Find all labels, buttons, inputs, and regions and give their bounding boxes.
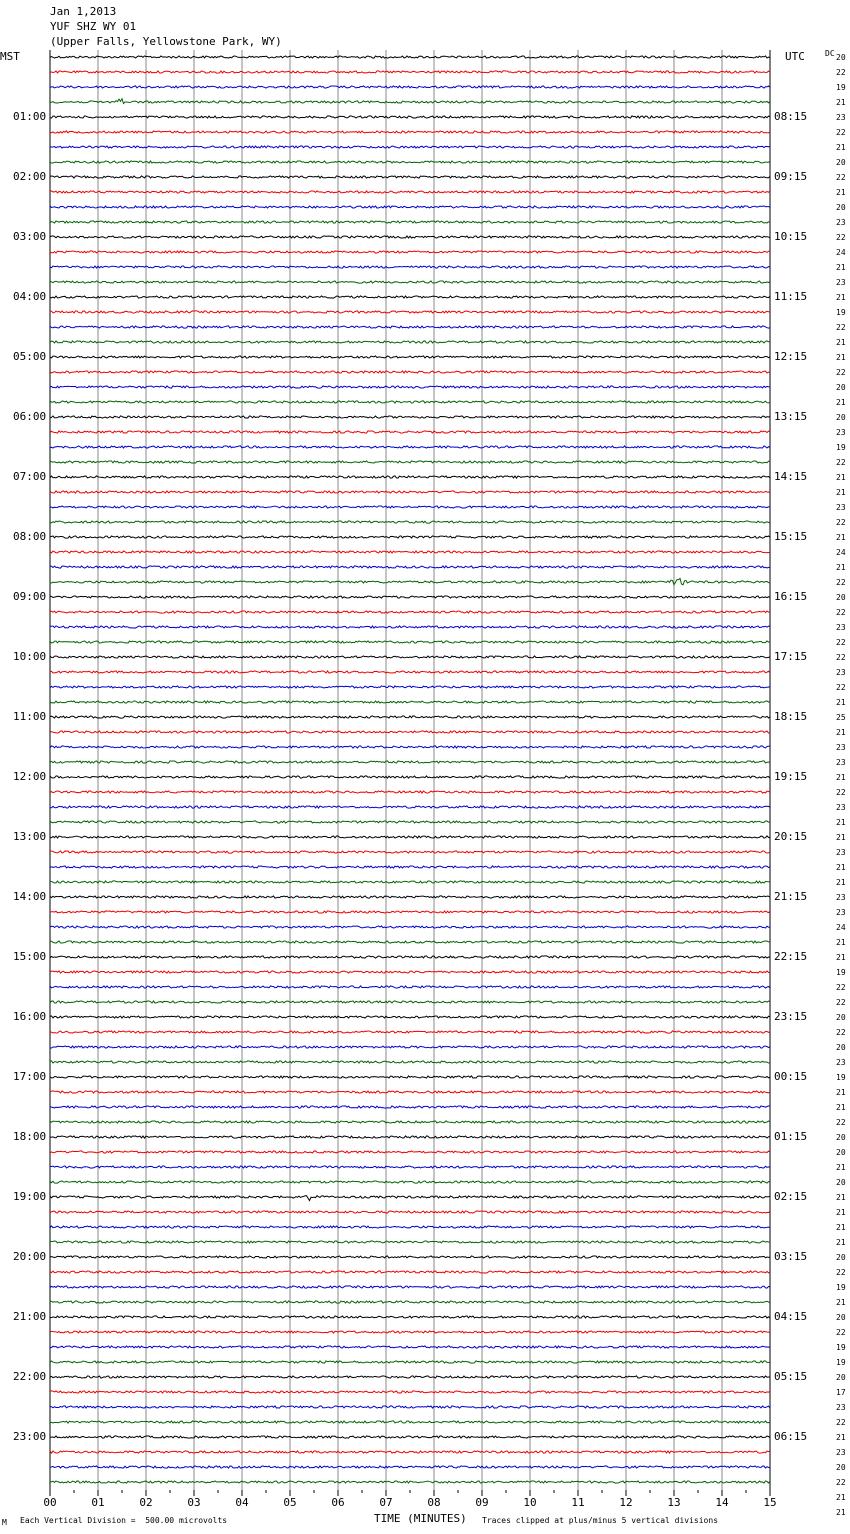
dc-offset-value: 22 (836, 458, 846, 467)
dc-offset-value: 22 (836, 233, 846, 242)
dc-offset-value: 23 (836, 848, 846, 857)
trace-row-37 (50, 611, 770, 613)
header-date: Jan 1,2013 (50, 5, 117, 18)
trace-row-82 (50, 1286, 770, 1288)
utc-hour-label: 15:15 (774, 530, 808, 543)
dc-offset-value: 22 (836, 173, 846, 182)
trace-row-24 (50, 416, 770, 418)
trace-row-7 (50, 161, 770, 163)
dc-offset-value: 21 (836, 293, 846, 302)
dc-offset-value: 20 (836, 1253, 846, 1262)
x-tick-label: 02 (139, 1496, 153, 1509)
dc-offset-value: 23 (836, 668, 846, 677)
dc-offset-value: 21 (836, 563, 846, 572)
mst-hour-label: 05:00 (13, 350, 47, 363)
trace-row-34 (50, 566, 770, 568)
x-tick-label: 00 (43, 1496, 57, 1509)
mst-hour-label: 20:00 (13, 1250, 47, 1263)
trace-row-6 (50, 146, 770, 148)
dc-offset-value: 21 (836, 488, 846, 497)
dc-offset-value: 21 (836, 1088, 846, 1097)
dc-offset-value: 21 (836, 143, 846, 152)
x-tick-label: 11 (571, 1496, 585, 1509)
trace-row-35 (50, 578, 770, 584)
trace-row-41 (50, 671, 770, 673)
trace-row-36 (50, 596, 770, 598)
utc-hour-label: 03:15 (774, 1250, 808, 1263)
dc-offset-value: 21 (836, 698, 846, 707)
dc-offset-value: 19 (836, 83, 846, 92)
utc-hour-label: 05:15 (774, 1370, 808, 1383)
dc-offset-value: 25 (836, 713, 846, 722)
x-tick-label: 10 (523, 1496, 537, 1509)
trace-row-62 (50, 986, 770, 988)
x-tick-label: 06 (331, 1496, 345, 1509)
trace-row-70 (50, 1106, 770, 1108)
dc-offset-value: 19 (836, 443, 846, 452)
dc-offset-value: 17 (836, 1388, 846, 1397)
dc-offset-value: 23 (836, 503, 846, 512)
dc-offset-value: 23 (836, 623, 846, 632)
trace-row-76 (50, 1196, 770, 1201)
trace-row-40 (50, 656, 770, 658)
dc-offset-value: 23 (836, 1448, 846, 1457)
trace-row-45 (50, 731, 770, 733)
dc-offset-value: 20 (836, 413, 846, 422)
trace-row-86 (50, 1346, 770, 1348)
mst-hour-label: 16:00 (13, 1010, 47, 1023)
dc-offset-value: 22 (836, 1268, 846, 1277)
x-tick-label: 04 (235, 1496, 249, 1509)
dc-offset-value: 19 (836, 1358, 846, 1367)
dc-offset-value: 20 (836, 53, 846, 62)
dc-offset-value: 24 (836, 548, 846, 557)
dc-offset-value: 23 (836, 1058, 846, 1067)
mst-hour-label: 18:00 (13, 1130, 47, 1143)
dc-offset-value: 21 (836, 263, 846, 272)
utc-hour-label: 02:15 (774, 1190, 808, 1203)
dc-offset-value: 22 (836, 683, 846, 692)
dc-offset-value: 23 (836, 743, 846, 752)
trace-row-57 (50, 911, 770, 913)
dc-offset-value: 22 (836, 1118, 846, 1127)
left-zone-label: MST (0, 50, 20, 63)
trace-row-18 (50, 326, 770, 328)
utc-hour-label: 14:15 (774, 470, 808, 483)
corner-mark: M (2, 1518, 7, 1527)
trace-row-30 (50, 506, 770, 508)
trace-row-65 (50, 1031, 770, 1033)
dc-offset-value: 20 (836, 383, 846, 392)
trace-row-92 (50, 1436, 770, 1438)
mst-hour-label: 12:00 (13, 770, 47, 783)
trace-row-31 (50, 521, 770, 523)
x-tick-label: 05 (283, 1496, 297, 1509)
dc-offset-value: 23 (836, 1403, 846, 1412)
trace-row-16 (50, 296, 770, 298)
trace-row-10 (50, 206, 770, 208)
dc-offset-value: 22 (836, 608, 846, 617)
mst-hour-label: 04:00 (13, 290, 47, 303)
dc-offset-value: 19 (836, 968, 846, 977)
dc-offset-value: 22 (836, 1478, 846, 1487)
dc-offset-value: 21 (836, 1223, 846, 1232)
trace-row-11 (50, 221, 770, 223)
dc-offset-value: 21 (836, 1208, 846, 1217)
dc-offset-value: 23 (836, 428, 846, 437)
x-tick-label: 12 (619, 1496, 633, 1509)
trace-row-1 (50, 71, 770, 73)
mst-hour-label: 22:00 (13, 1370, 47, 1383)
dc-offset-value: 20 (836, 203, 846, 212)
clip-note: Traces clipped at plus/minus 5 vertical divisions (482, 1516, 719, 1525)
trace-row-78 (50, 1226, 770, 1228)
mst-hour-label: 06:00 (13, 410, 47, 423)
trace-row-26 (50, 446, 770, 448)
trace-row-46 (50, 746, 770, 748)
mst-hour-label: 17:00 (13, 1070, 47, 1083)
x-tick-label: 08 (427, 1496, 441, 1509)
trace-row-68 (50, 1076, 770, 1078)
dc-offset-value: 21 (836, 1493, 846, 1502)
x-tick-label: 09 (475, 1496, 489, 1509)
mst-hour-label: 07:00 (13, 470, 47, 483)
dc-offset-value: 21 (836, 398, 846, 407)
trace-row-72 (50, 1136, 770, 1138)
dc-offset-value: 22 (836, 578, 846, 587)
trace-row-91 (50, 1421, 770, 1423)
dc-offset-value: 20 (836, 1313, 846, 1322)
trace-row-27 (50, 461, 770, 463)
dc-offset-value: 21 (836, 1433, 846, 1442)
trace-row-93 (50, 1451, 770, 1453)
trace-row-79 (50, 1241, 770, 1243)
dc-label: DC (825, 49, 835, 58)
dc-offset-value: 21 (836, 188, 846, 197)
mst-hour-label: 08:00 (13, 530, 47, 543)
x-tick-label: 07 (379, 1496, 393, 1509)
trace-row-59 (50, 941, 770, 943)
header-location: (Upper Falls, Yellowstone Park, WY) (50, 35, 282, 48)
trace-row-80 (50, 1256, 770, 1258)
trace-row-48 (50, 776, 770, 778)
trace-row-89 (50, 1391, 770, 1393)
dc-offset-value: 22 (836, 128, 846, 137)
header-station: YUF SHZ WY 01 (50, 20, 137, 33)
utc-hour-label: 12:15 (774, 350, 808, 363)
trace-row-44 (50, 716, 770, 718)
trace-row-83 (50, 1301, 770, 1303)
dc-offset-value: 19 (836, 1283, 846, 1292)
dc-offset-value: 24 (836, 923, 846, 932)
dc-offset-value: 22 (836, 1418, 846, 1427)
dc-offset-value: 22 (836, 998, 846, 1007)
mst-hour-label: 14:00 (13, 890, 47, 903)
dc-offset-value: 23 (836, 908, 846, 917)
trace-row-14 (50, 266, 770, 268)
utc-hour-label: 09:15 (774, 170, 808, 183)
trace-row-75 (50, 1181, 770, 1183)
utc-hour-label: 18:15 (774, 710, 808, 723)
dc-offset-value: 21 (836, 953, 846, 962)
dc-offset-value: 21 (836, 338, 846, 347)
dc-offset-value: 20 (836, 1133, 846, 1142)
trace-row-19 (50, 341, 770, 343)
trace-row-29 (50, 491, 770, 493)
dc-offset-value: 23 (836, 803, 846, 812)
x-tick-label: 03 (187, 1496, 201, 1509)
trace-row-63 (50, 1001, 770, 1003)
trace-row-56 (50, 896, 770, 898)
trace-layer (50, 56, 770, 1483)
trace-row-47 (50, 761, 770, 763)
mst-hour-label: 13:00 (13, 830, 47, 843)
dc-offset-value: 20 (836, 593, 846, 602)
trace-row-71 (50, 1121, 770, 1123)
trace-row-15 (50, 281, 770, 283)
trace-row-50 (50, 806, 770, 808)
dc-offset-value: 21 (836, 473, 846, 482)
dc-offset-value: 21 (836, 353, 846, 362)
trace-row-74 (50, 1166, 770, 1168)
mst-hour-label: 19:00 (13, 1190, 47, 1203)
dc-offset-value: 21 (836, 1163, 846, 1172)
trace-row-23 (50, 401, 770, 403)
utc-hour-label: 04:15 (774, 1310, 808, 1323)
dc-offset-value: 23 (836, 893, 846, 902)
utc-hour-label: 11:15 (774, 290, 808, 303)
dc-offset-value: 22 (836, 68, 846, 77)
trace-row-42 (50, 686, 770, 688)
dc-offset-value: 19 (836, 1073, 846, 1082)
x-tick-layer (43, 1490, 776, 1509)
dc-offset-value: 21 (836, 938, 846, 947)
x-axis-label: TIME (MINUTES) (374, 1512, 467, 1525)
mst-hour-label: 21:00 (13, 1310, 47, 1323)
dc-offset-value: 24 (836, 248, 846, 257)
dc-offset-value: 21 (836, 1193, 846, 1202)
trace-row-13 (50, 251, 770, 253)
trace-row-64 (50, 1016, 770, 1018)
utc-hour-label: 23:15 (774, 1010, 808, 1023)
utc-hour-label: 19:15 (774, 770, 808, 783)
dc-offset-value: 20 (836, 1148, 846, 1157)
dc-offset-value: 21 (836, 773, 846, 782)
trace-row-49 (50, 791, 770, 793)
mst-hour-label: 02:00 (13, 170, 47, 183)
dc-offset-value: 22 (836, 983, 846, 992)
dc-offset-value: 20 (836, 1043, 846, 1052)
dc-offset-value: 20 (836, 158, 846, 167)
x-tick-label: 15 (763, 1496, 777, 1509)
mst-hour-label: 09:00 (13, 590, 47, 603)
mst-hour-label: 15:00 (13, 950, 47, 963)
dc-offset-value: 22 (836, 323, 846, 332)
mst-hour-label: 23:00 (13, 1430, 47, 1443)
dc-offset-value: 20 (836, 1013, 846, 1022)
trace-row-12 (50, 236, 770, 238)
trace-row-60 (50, 956, 770, 958)
trace-row-4 (50, 116, 770, 118)
trace-row-67 (50, 1061, 770, 1063)
trace-row-32 (50, 536, 770, 538)
dc-offset-value: 21 (836, 818, 846, 827)
trace-row-28 (50, 476, 770, 478)
dc-offset-value: 21 (836, 878, 846, 887)
dc-offset-value: 21 (836, 533, 846, 542)
dc-offset-value: 21 (836, 1103, 846, 1112)
dc-offset-value: 21 (836, 728, 846, 737)
trace-row-77 (50, 1211, 770, 1213)
trace-row-85 (50, 1331, 770, 1333)
trace-row-55 (50, 881, 770, 883)
trace-row-0 (50, 56, 770, 58)
utc-hour-label: 10:15 (774, 230, 808, 243)
trace-row-84 (50, 1316, 770, 1318)
trace-row-66 (50, 1046, 770, 1048)
x-tick-label: 01 (91, 1496, 105, 1509)
trace-row-95 (50, 1481, 770, 1483)
trace-row-58 (50, 926, 770, 928)
trace-row-9 (50, 191, 770, 193)
right-zone-label: UTC (785, 50, 805, 63)
dc-offset-value: 22 (836, 368, 846, 377)
dc-offset-value: 20 (836, 1463, 846, 1472)
dc-offset-value: 20 (836, 1178, 846, 1187)
dc-offset-value: 21 (836, 833, 846, 842)
x-tick-label: 14 (715, 1496, 729, 1509)
trace-row-39 (50, 641, 770, 643)
trace-row-8 (50, 176, 770, 178)
dc-offset-value: 22 (836, 518, 846, 527)
trace-row-3 (50, 99, 770, 104)
trace-row-94 (50, 1466, 770, 1468)
mst-hour-label: 03:00 (13, 230, 47, 243)
dc-offset-value: 22 (836, 1328, 846, 1337)
dc-offset-value: 22 (836, 653, 846, 662)
trace-row-38 (50, 626, 770, 628)
utc-hour-label: 00:15 (774, 1070, 808, 1083)
trace-row-43 (50, 701, 770, 703)
dc-offset-value: 22 (836, 788, 846, 797)
utc-hour-label: 22:15 (774, 950, 808, 963)
utc-hour-label: 06:15 (774, 1430, 808, 1443)
dc-offset-value: 23 (836, 218, 846, 227)
utc-hour-label: 20:15 (774, 830, 808, 843)
dc-offset-value: 21 (836, 1298, 846, 1307)
utc-hour-label: 21:15 (774, 890, 808, 903)
dc-offset-value: 21 (836, 1238, 846, 1247)
trace-row-20 (50, 356, 770, 358)
dc-offset-value: 22 (836, 1028, 846, 1037)
trace-row-90 (50, 1406, 770, 1408)
trace-row-87 (50, 1361, 770, 1363)
utc-hour-label: 17:15 (774, 650, 808, 663)
trace-row-73 (50, 1151, 770, 1153)
dc-offset-value: 20 (836, 1373, 846, 1382)
trace-row-61 (50, 971, 770, 973)
utc-hour-label: 16:15 (774, 590, 808, 603)
dc-offset-value: 19 (836, 1343, 846, 1352)
trace-row-53 (50, 851, 770, 853)
trace-row-51 (50, 821, 770, 823)
dc-offset-value: 21 (836, 1508, 846, 1517)
dc-offset-value: 21 (836, 98, 846, 107)
trace-row-25 (50, 431, 770, 433)
x-tick-label: 13 (667, 1496, 681, 1509)
dc-offset-value: 19 (836, 308, 846, 317)
dc-offset-value: 23 (836, 113, 846, 122)
scale-note: Each Vertical Division = 500.00 microvolts (20, 1516, 228, 1525)
trace-row-69 (50, 1091, 770, 1093)
trace-row-17 (50, 311, 770, 313)
dc-offset-value: 22 (836, 638, 846, 647)
dc-offset-value: 21 (836, 863, 846, 872)
trace-row-21 (50, 371, 770, 373)
trace-row-5 (50, 131, 770, 133)
trace-row-33 (50, 551, 770, 553)
dc-offset-value: 23 (836, 758, 846, 767)
utc-hour-label: 13:15 (774, 410, 808, 423)
mst-hour-label: 10:00 (13, 650, 47, 663)
trace-row-54 (50, 866, 770, 868)
trace-row-52 (50, 836, 770, 838)
utc-hour-label: 08:15 (774, 110, 808, 123)
trace-row-22 (50, 386, 770, 388)
mst-hour-label: 01:00 (13, 110, 47, 123)
mst-hour-label: 11:00 (13, 710, 47, 723)
trace-row-88 (50, 1376, 770, 1378)
trace-row-2 (50, 86, 770, 88)
dc-offset-value: 23 (836, 278, 846, 287)
utc-hour-label: 01:15 (774, 1130, 808, 1143)
trace-row-81 (50, 1271, 770, 1273)
